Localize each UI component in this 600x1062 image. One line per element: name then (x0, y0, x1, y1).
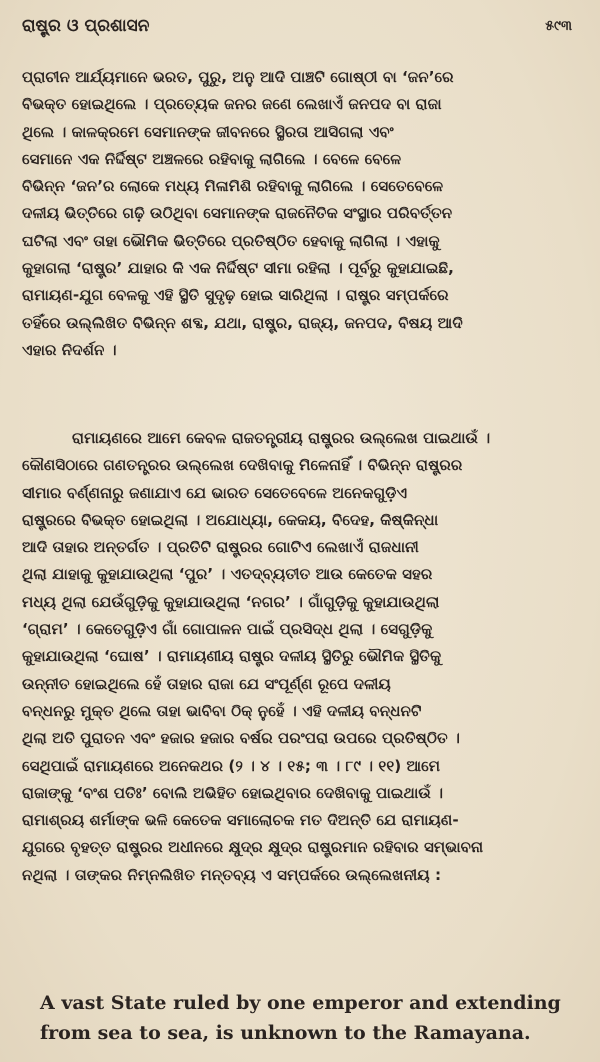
text-line: ରାମାଶ୍ରୟ ଶର୍ମାଙ୍କ ଭଳି କେତେକ ସମାଲୋଚକ ମତ ଦିଅନ୍ତି ଯେ ରାମାୟଣ- (22, 811, 459, 830)
text-line: ସେମାନେ ଏକ ନିର୍ଦ୍ଦିଷ୍ଟ ଅଞ୍ଚଳରେ ରହିବାକୁ ଲାଗିଲେ । ବେଳେ ବେଳେ (22, 149, 402, 168)
text-line: ଆଦି ତାହାର ଅନ୍ତର୍ଗତ । ପ୍ରତିଟି ରାଷ୍ଟ୍ରର ଗୋଟିଏ ଲେଖାଏଁ ରାଜଧାନୀ (22, 538, 419, 557)
running-header (22, 14, 580, 44)
text-line: ତହିଁରେ ଉଲ୍ଲିଖିତ ବିଭିନ୍ନ ଶବ୍ଦ, ଯଥା, ରାଷ୍ଟ୍ର, ରାଜ୍ୟ, ଜନପଦ, ବିଷୟ ଆଦି (22, 313, 463, 332)
text-line: କୁହାଯାଉଥିଲା ‘ଘୋଷ’ । ରାମାୟଣୀୟ ରାଷ୍ଟ୍ର ଦଳୀୟ ସ୍ଥିତିରୁ ଭୌମିକ ସ୍ଥିତିକୁ (22, 647, 442, 666)
text-line: ପ୍ରାଚୀନ ଆର୍ଯ୍ୟମାନେ ଭରତ, ପୁରୁ, ଅନୁ ଆଦି ପାଞ୍ଚଟି ଗୋଷ୍ଠୀ ବା ‘ଜନ’ରେ (22, 68, 454, 86)
english-quote (40, 988, 588, 1048)
text-line: ବିଭିନ୍ନ ‘ଜନ’ର ଲୋକେ ମଧ୍ୟ ମିଳାମିଶି ରହିବାକୁ ଲାଗିଲେ । ସେତେବେଳେ (22, 177, 444, 196)
text-line: ରାଷ୍ଟ୍ରରେ ବିଭକ୍ତ ହୋଇଥିଲା । ଅଯୋଧ୍ୟା, କେକୟ, ବିଦେହ, କିଷ୍କିନ୍ଧା (22, 510, 439, 529)
text-line: ବନ୍ଧନରୁ ମୁକ୍ତ ଥିଲେ ତାହା ଭାବିବା ଠିକ୍ ନୁହେଁ । ଏହି ଦଳୀୟ ବନ୍ଧନଟି (22, 701, 422, 720)
text-line: ରାମାୟଣ-ଯୁଗ ବେଳକୁ ଏହି ସ୍ଥିତି ସୁଦୃଢ଼ ହୋଇ ସାରିଥିଲା । ରାଷ୍ଟ୍ର ସମ୍ପର୍କରେ (22, 286, 449, 305)
text-line: ମଧ୍ୟ ଥିଲା ଯେଉଁଗୁଡ଼ିକୁ କୁହାଯାଉଥିଲା ‘ନଗର’ । ଗାଁଗୁଡ଼ିକୁ କୁହାଯାଉଥିଲା (22, 592, 440, 611)
text-line: ଯୁଗରେ ବୃହତ୍ତ ରାଷ୍ଟ୍ରର ଅଧୀନରେ କ୍ଷୁଦ୍ର କ୍ଷୁଦ୍ର ରାଷ୍ଟ୍ରମାନ ରହିବାର ସମ୍ଭାବନା (22, 838, 484, 857)
text-line: ଦଳୀୟ ଭିତ୍ତିରେ ଗଢ଼ି ଉଠିଥିବା ସେମାନଙ୍କ ରାଜନୈତିକ ସଂସ୍ଥାର ପରିବର୍ତ୍ତନ (22, 204, 453, 223)
text-line: ଘଟିଲା ଏବଂ ତାହା ଭୌମିକ ଭିତ୍ତିରେ ପ୍ରତିଷ୍ଠିତ ହେବାକୁ ଲାଗିଲା । ଏହାକୁ (22, 231, 440, 250)
quote-line: A vast State ruled by one emperor and extending (40, 992, 561, 1014)
text-line: ‘ଗ୍ରାମ’ । କେତେଗୁଡ଼ିଏ ଗାଁ ଗୋପାଳନ ପାଇଁ ପ୍ରସିଦ୍ଧ ଥିଲା । ସେଗୁଡ଼ିକୁ (22, 620, 433, 639)
text-line: ଥିଲେ । କାଳକ୍ରମେ ସେମାନଙ୍କ ଜୀବନରେ ସ୍ଥିରତା ଆସିଗଲା ଏବଂ (22, 122, 394, 141)
text-line: ଏହାର ନିଦର୍ଶନ । (22, 340, 117, 359)
quote-line: from sea to sea, is unknown to the Ramayana. (40, 1022, 531, 1044)
paragraph-1 (22, 64, 578, 364)
text-line: ରାମାୟଣରେ ଆମେ କେବଳ ରାଜତନ୍ତ୍ରୀୟ ରାଷ୍ଟ୍ରର ଉଲ୍ଲେଖ ପାଇଥାଉଁ । (72, 429, 491, 447)
text-line: ନଥିଲା । ତାଙ୍କର ନିମ୍ନଲିଖିତ ମନ୍ତବ୍ୟ ଏ ସମ୍ପର୍କରେ ଉଲ୍ଲେଖନୀୟ : (22, 865, 442, 884)
page-number: ୫୯୩ (545, 18, 572, 34)
text-line: ରାଜାଙ୍କୁ ‘ବଂଶ ପତିଃ’ ବୋଲି ଅଭିହିତ ହୋଇଥିବାର ଦେଖିବାକୁ ପାଇଥାଉଁ । (22, 783, 444, 802)
text-line: ବିଭକ୍ତ ହୋଇଥିଲେ । ପ୍ରତ୍ୟେକ ଜନର ଜଣେ ଲେଖାଏଁ ଜନପଦ ବା ରାଜା (22, 95, 442, 114)
text-line: ସୀମାର ବର୍ଣ୍ଣନାରୁ ଜଣାଯାଏ ଯେ ଭାରତ ସେତେବେଳେ ଅନେକଗୁଡ଼ିଏ (22, 483, 408, 502)
text-line: କୁହାଗଲା ‘ରାଷ୍ଟ୍ର’ ଯାହାର କି ଏକ ନିର୍ଦ୍ଦିଷ୍ଟ ସୀମା ରହିଲା । ପୂର୍ବରୁ କୁହାଯାଇଛି, (22, 259, 454, 278)
text-line: ସେଥିପାଇଁ ରାମାୟଣରେ ଅନେକଥର (୨ । ୪ । ୧୫; ୩ । ୮୯ । ୧୧) ଆମେ (22, 756, 441, 775)
text-line: ଥିଲା ଅତି ପୁରାତନ ଏବଂ ହଜାର ହଜାର ବର୍ଷର ପରଂପରା ଉପରେ ପ୍ରତିଷ୍ଠିତ । (22, 729, 460, 748)
text-line: ଉନ୍ନୀତ ହୋଇଥିଲେ ହେଁ ତାହାର ରାଜା ଯେ ସଂପୂର୍ଣ୍ଣ ରୂପେ ଦଳୀୟ (22, 674, 391, 693)
paragraph-2 (22, 425, 578, 889)
text-line: ଥିଲା ଯାହାକୁ କୁହାଯାଉଥିଲା ‘ପୁର’ । ଏତଦ୍‌ବ୍ୟତୀତ ଆଉ କେତେକ ସହର (22, 565, 433, 584)
text-line: କୌଣସିଠାରେ ଗଣତନ୍ତ୍ରର ଉଲ୍ଲେଖ ଦେଖିବାକୁ ମିଳେନାହିଁ । ବିଭିନ୍ନ ରାଷ୍ଟ୍ରର (22, 456, 463, 475)
chapter-title: ରାଷ୍ଟ୍ର ଓ ପ୍ରଶାସନ (22, 16, 150, 36)
